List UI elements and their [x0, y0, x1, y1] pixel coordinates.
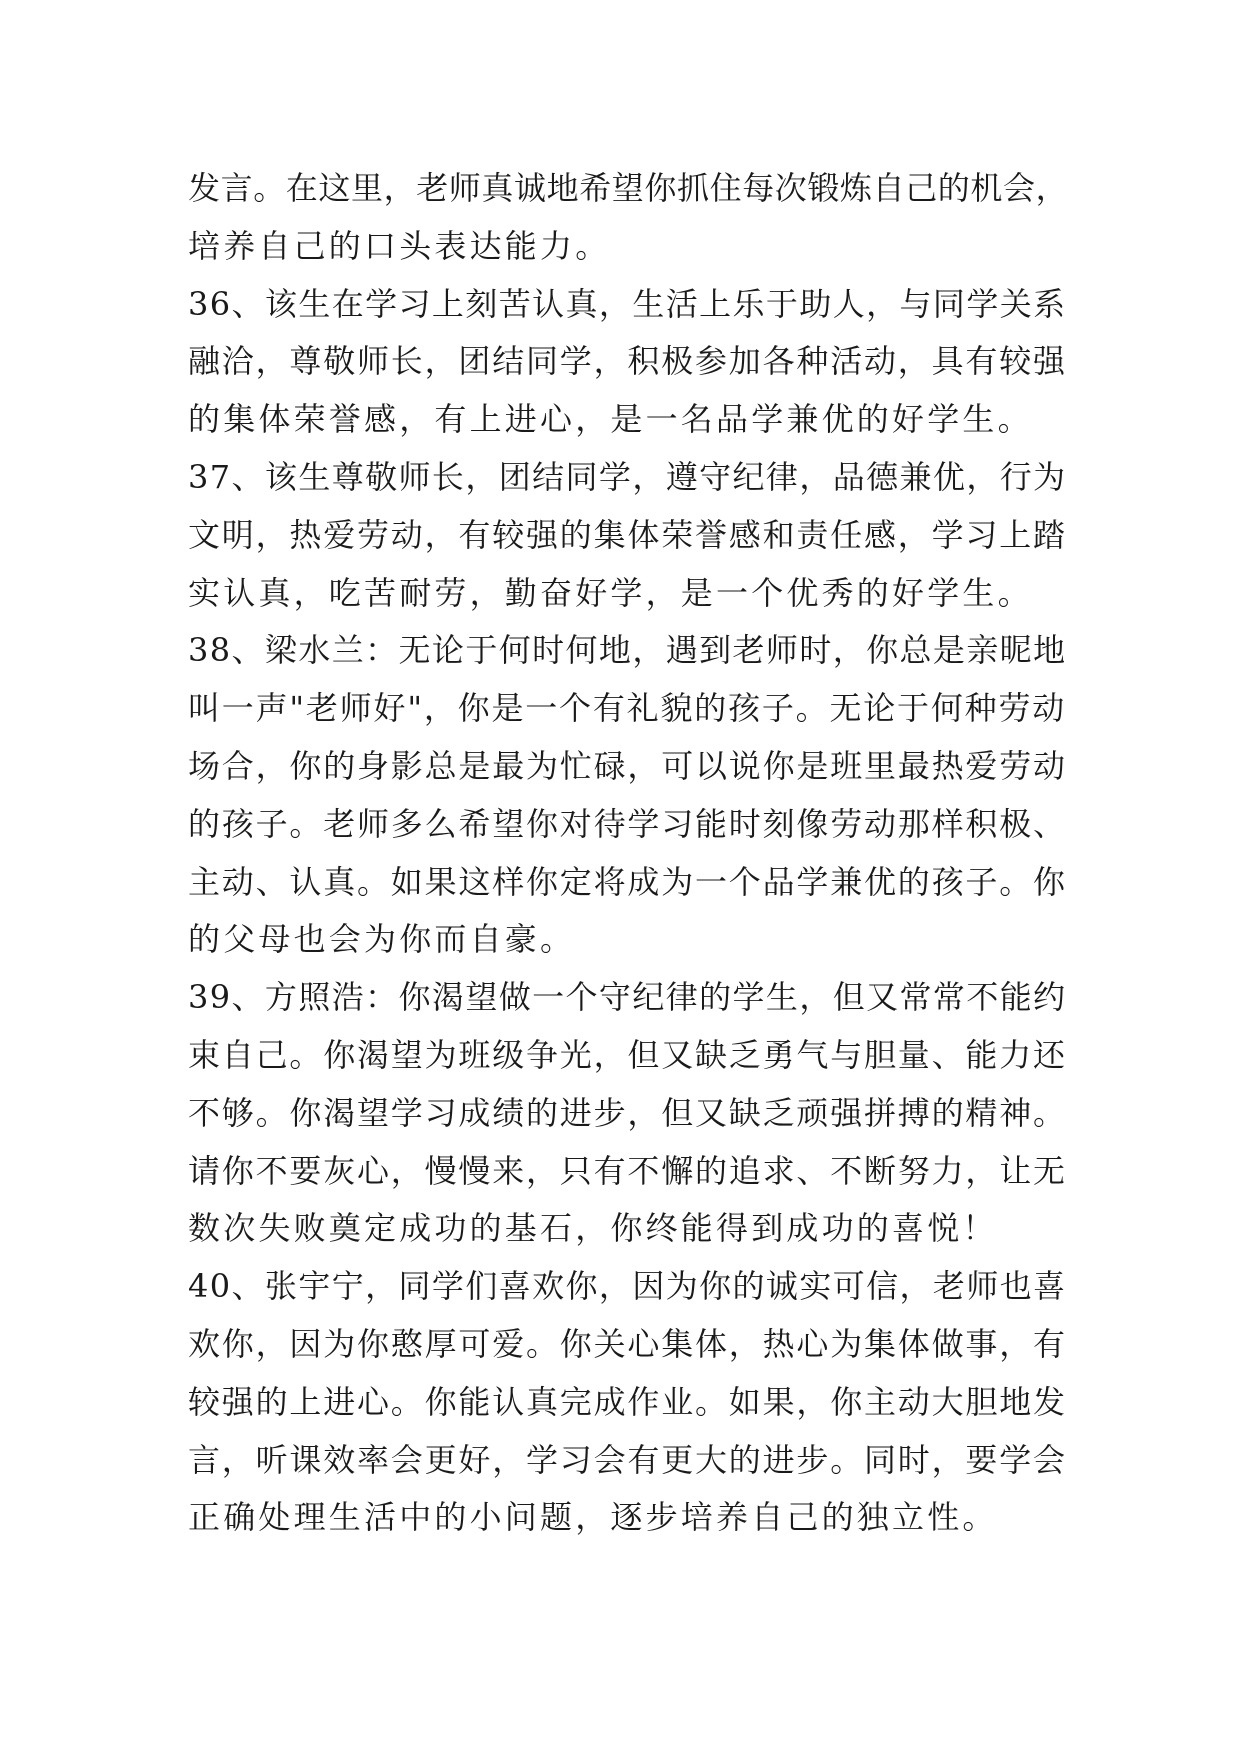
text-line: 文明，热爱劳动，有较强的集体荣誉感和责任感，学习上踏: [188, 515, 1067, 554]
text-line: 的父母也会为你而自豪。: [188, 920, 576, 959]
text-line: 叫一声"老师好"，你是一个有礼貌的孩子。无论于何种劳动: [188, 689, 1067, 728]
text-line: 较强的上进心。你能认真完成作业。如果，你主动大胆地发: [188, 1382, 1067, 1421]
text-line: 不够。你渴望学习成绩的进步，但又缺乏顽强拼搏的精神。: [188, 1093, 1067, 1132]
text-line: 束自己。你渴望为班级争光，但又缺乏勇气与胆量、能力还: [188, 1035, 1067, 1074]
text-line: 40、张宇宁，同学们喜欢你，因为你的诚实可信，老师也喜: [188, 1267, 1067, 1306]
text-line: 的孩子。老师多么希望你对待学习能时刻像劳动那样积极、: [188, 804, 1067, 843]
text-line: 主动、认真。如果这样你定将成为一个品学兼优的孩子。你: [188, 862, 1067, 901]
text-line: 言，听课效率会更好，学习会有更大的进步。同时，要学会: [188, 1440, 1067, 1479]
text-line: 发言。在这里，老师真诚地希望你抓住每次锻炼自己的机会，: [188, 169, 1069, 207]
text-line: 的集体荣誉感，有上进心，是一名品学兼优的好学生。: [188, 400, 1033, 439]
text-line: 实认真，吃苦耐劳，勤奋好学，是一个优秀的好学生。: [188, 573, 1033, 612]
text-line: 场合，你的身影总是最为忙碌，可以说你是班里最热爱劳动: [188, 746, 1067, 785]
text-line: 欢你，因为你憨厚可爱。你关心集体，热心为集体做事，有: [188, 1324, 1067, 1363]
text-line: 培养自己的口头表达能力。: [188, 226, 611, 265]
text-line: 请你不要灰心，慢慢来，只有不懈的追求、不断努力，让无: [188, 1151, 1067, 1190]
text-line: 37、该生尊敬师长，团结同学，遵守纪律，品德兼优，行为: [188, 457, 1067, 496]
document-body: [188, 160, 1068, 1547]
text-line: 正确处理生活中的小问题，逐步培养自己的独立性。: [188, 1498, 998, 1537]
text-line: 36、该生在学习上刻苦认真，生活上乐于助人，与同学关系: [188, 284, 1067, 323]
text-line: 融洽，尊敬师长，团结同学，积极参加各种活动，具有较强: [188, 342, 1067, 381]
text-line: 38、梁水兰：无论于何时何地，遇到老师时，你总是亲昵地: [188, 631, 1067, 670]
text-line: 39、方照浩：你渴望做一个守纪律的学生，但又常常不能约: [188, 978, 1067, 1017]
text-line: 数次失败奠定成功的基石，你终能得到成功的喜悦！: [188, 1209, 998, 1248]
